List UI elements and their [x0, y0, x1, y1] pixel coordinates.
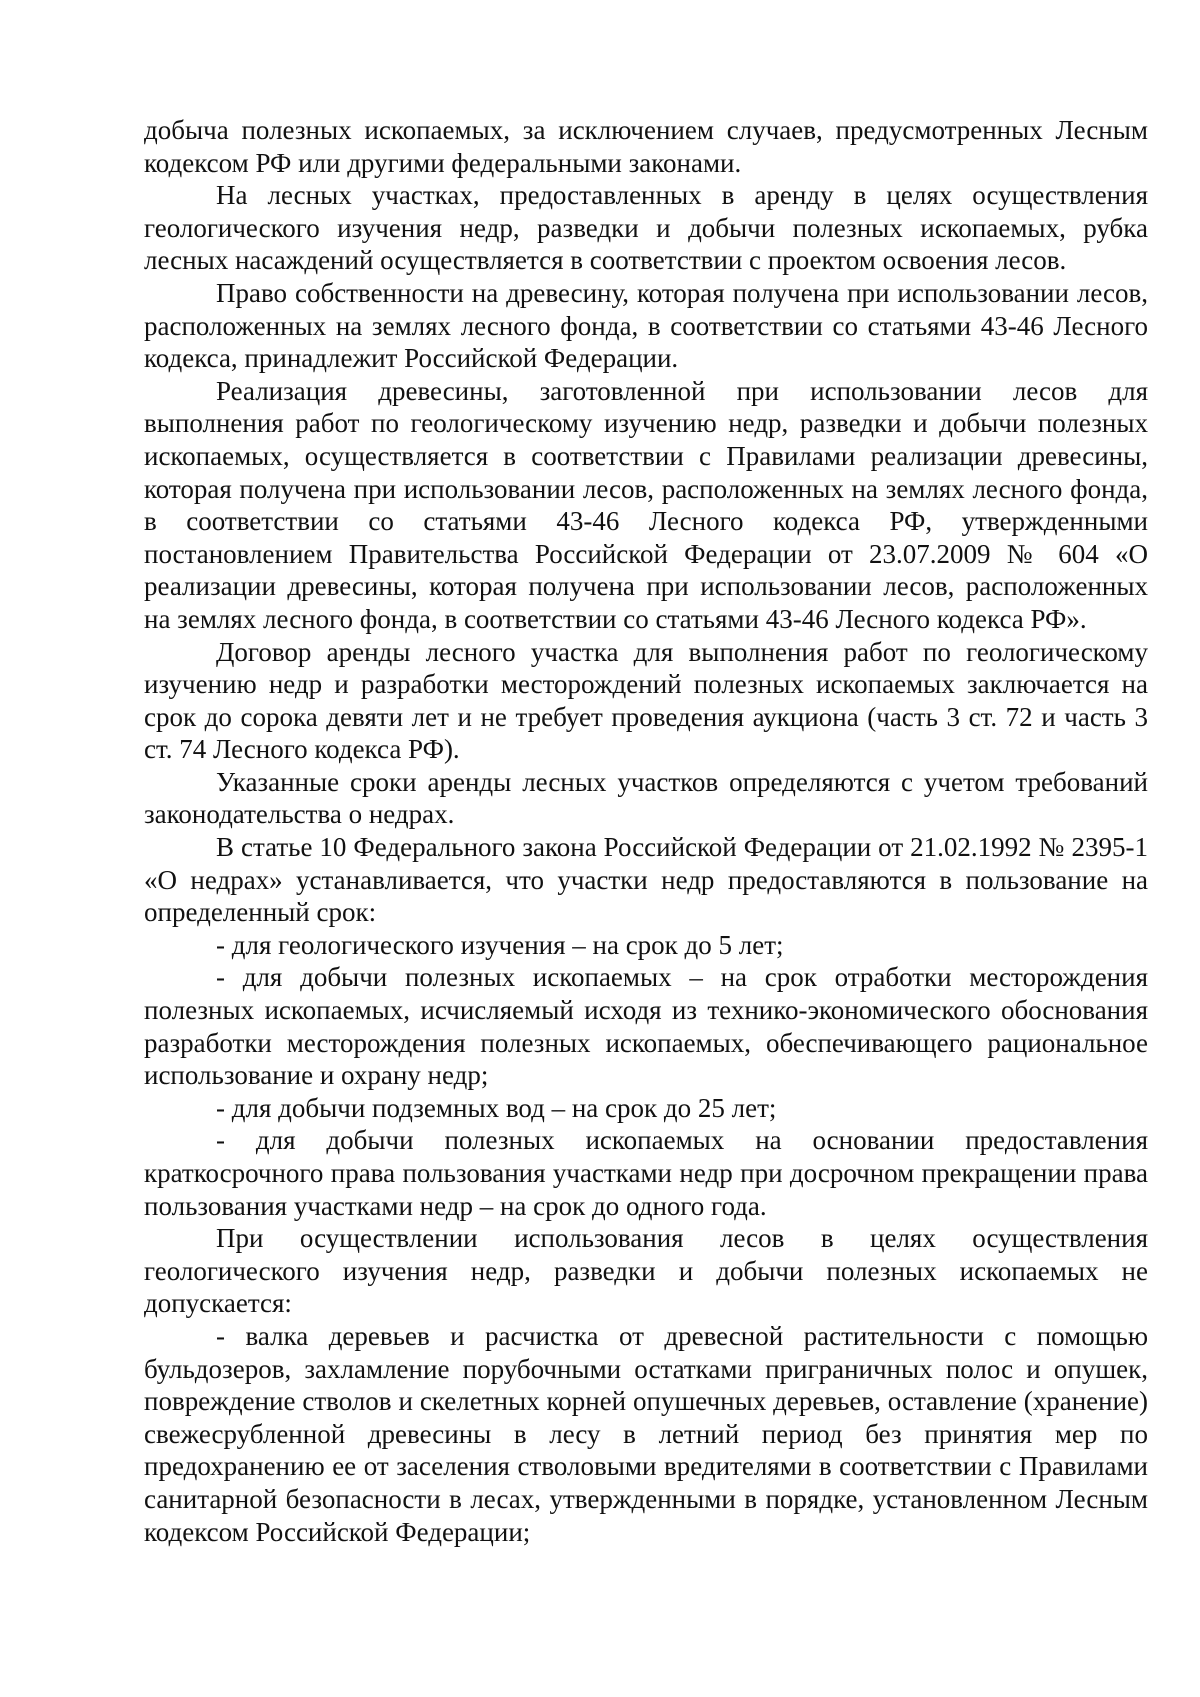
document-body	[144, 114, 1148, 1548]
paragraph-continuation: добыча полезных ископаемых, за исключением случаев, предусмотренных Лесным кодексом РФ или другими федеральными законами.	[144, 115, 1148, 178]
list-item-mineral-extraction: - для добычи полезных ископаемых – на срок отработки месторождения полезных ископаемых, исчисляемый исходя из технико-экономического обоснования разработки месторождения полезных ископаемых, обеспечивающего рациональное использование и охрану недр;	[144, 962, 1148, 1091]
paragraph-ownership: Право собственности на древесину, которая получена при использовании лесов, расположенных на землях лесного фонда, в соответствии со статьями 43-46 Лесного кодекса, принадлежит Российской Федерации.	[144, 277, 1148, 374]
list-item-groundwater: - для добычи подземных вод – на срок до 25 лет;	[216, 1092, 777, 1123]
paragraph-lease-cutting: На лесных участках, предоставленных в аренду в целях осуществления геологического изучения недр, разведки и добычи полезных ископаемых, рубка лесных насаждений осуществляется в соответствии с проектом освоения лесов.	[144, 180, 1148, 276]
paragraph-timber-sale: Реализация древесины, заготовленной при использовании лесов для выполнения работ по геологическому изучению недр, разведки и добычи полезных ископаемых, осуществляется в соответствии с Правилами реализации древесины, которая получена при использовании лесов, расположенных на землях лесного фонда, в соответствии со статьями 43-46 Лесного кодекса РФ, утвержденными постановлением Правительства Российской Федерации от 23.07.2009 № 604 «О реализации древесины, которая получена при использовании лесов, расположенных на землях лесного фонда, в соответствии со статьями 43-46 Лесного кодекса РФ».	[144, 375, 1148, 634]
paragraph-prohibitions: При осуществлении использования лесов в целях осуществления геологического изучения недр, разведки и добычи полезных ископаемых не допускается:	[144, 1223, 1148, 1319]
paragraph-terms-subsoil: Указанные сроки аренды лесных участков определяются с учетом требований законодательства о недрах.	[144, 766, 1148, 830]
list-item-short-term: - для добычи полезных ископаемых на основании предоставления краткосрочного права пользования участками недр при досрочном прекращении права пользования участками недр – на срок до одного года.	[144, 1125, 1148, 1221]
paragraph-lease-term: Договор аренды лесного участка для выполнения работ по геологическому изучению недр и разработки месторождений полезных ископаемых заключается на срок до сорока девяти лет и не требует проведения аукциона (часть 3 ст. 72 и часть 3 ст. 74 Лесного кодекса РФ).	[144, 636, 1148, 765]
paragraph-subsoil-law: В статье 10 Федерального закона Российской Федерации от 21.02.1992 № 2395-1 «О недрах» устанавливается, что участки недр предоставляются в пользование на определенный срок:	[144, 832, 1148, 928]
list-item-prohibited-actions: - валка деревьев и расчистка от древесной растительности с помощью бульдозеров, захламление порубочными остатками приграничных полос и опушек, повреждение стволов и скелетных корней опушечных деревьев, оставление (хранение) свежесрубленной древесины в лесу в летний период без принятия мер по предохранению ее от заселения стволовыми вредителями в соответствии с Правилами санитарной безопасности в лесах, утвержденными в порядке, установленном Лесным кодексом Российской Федерации;	[144, 1320, 1148, 1547]
list-item-geological-study: - для геологического изучения – на срок до 5 лет;	[216, 929, 784, 960]
